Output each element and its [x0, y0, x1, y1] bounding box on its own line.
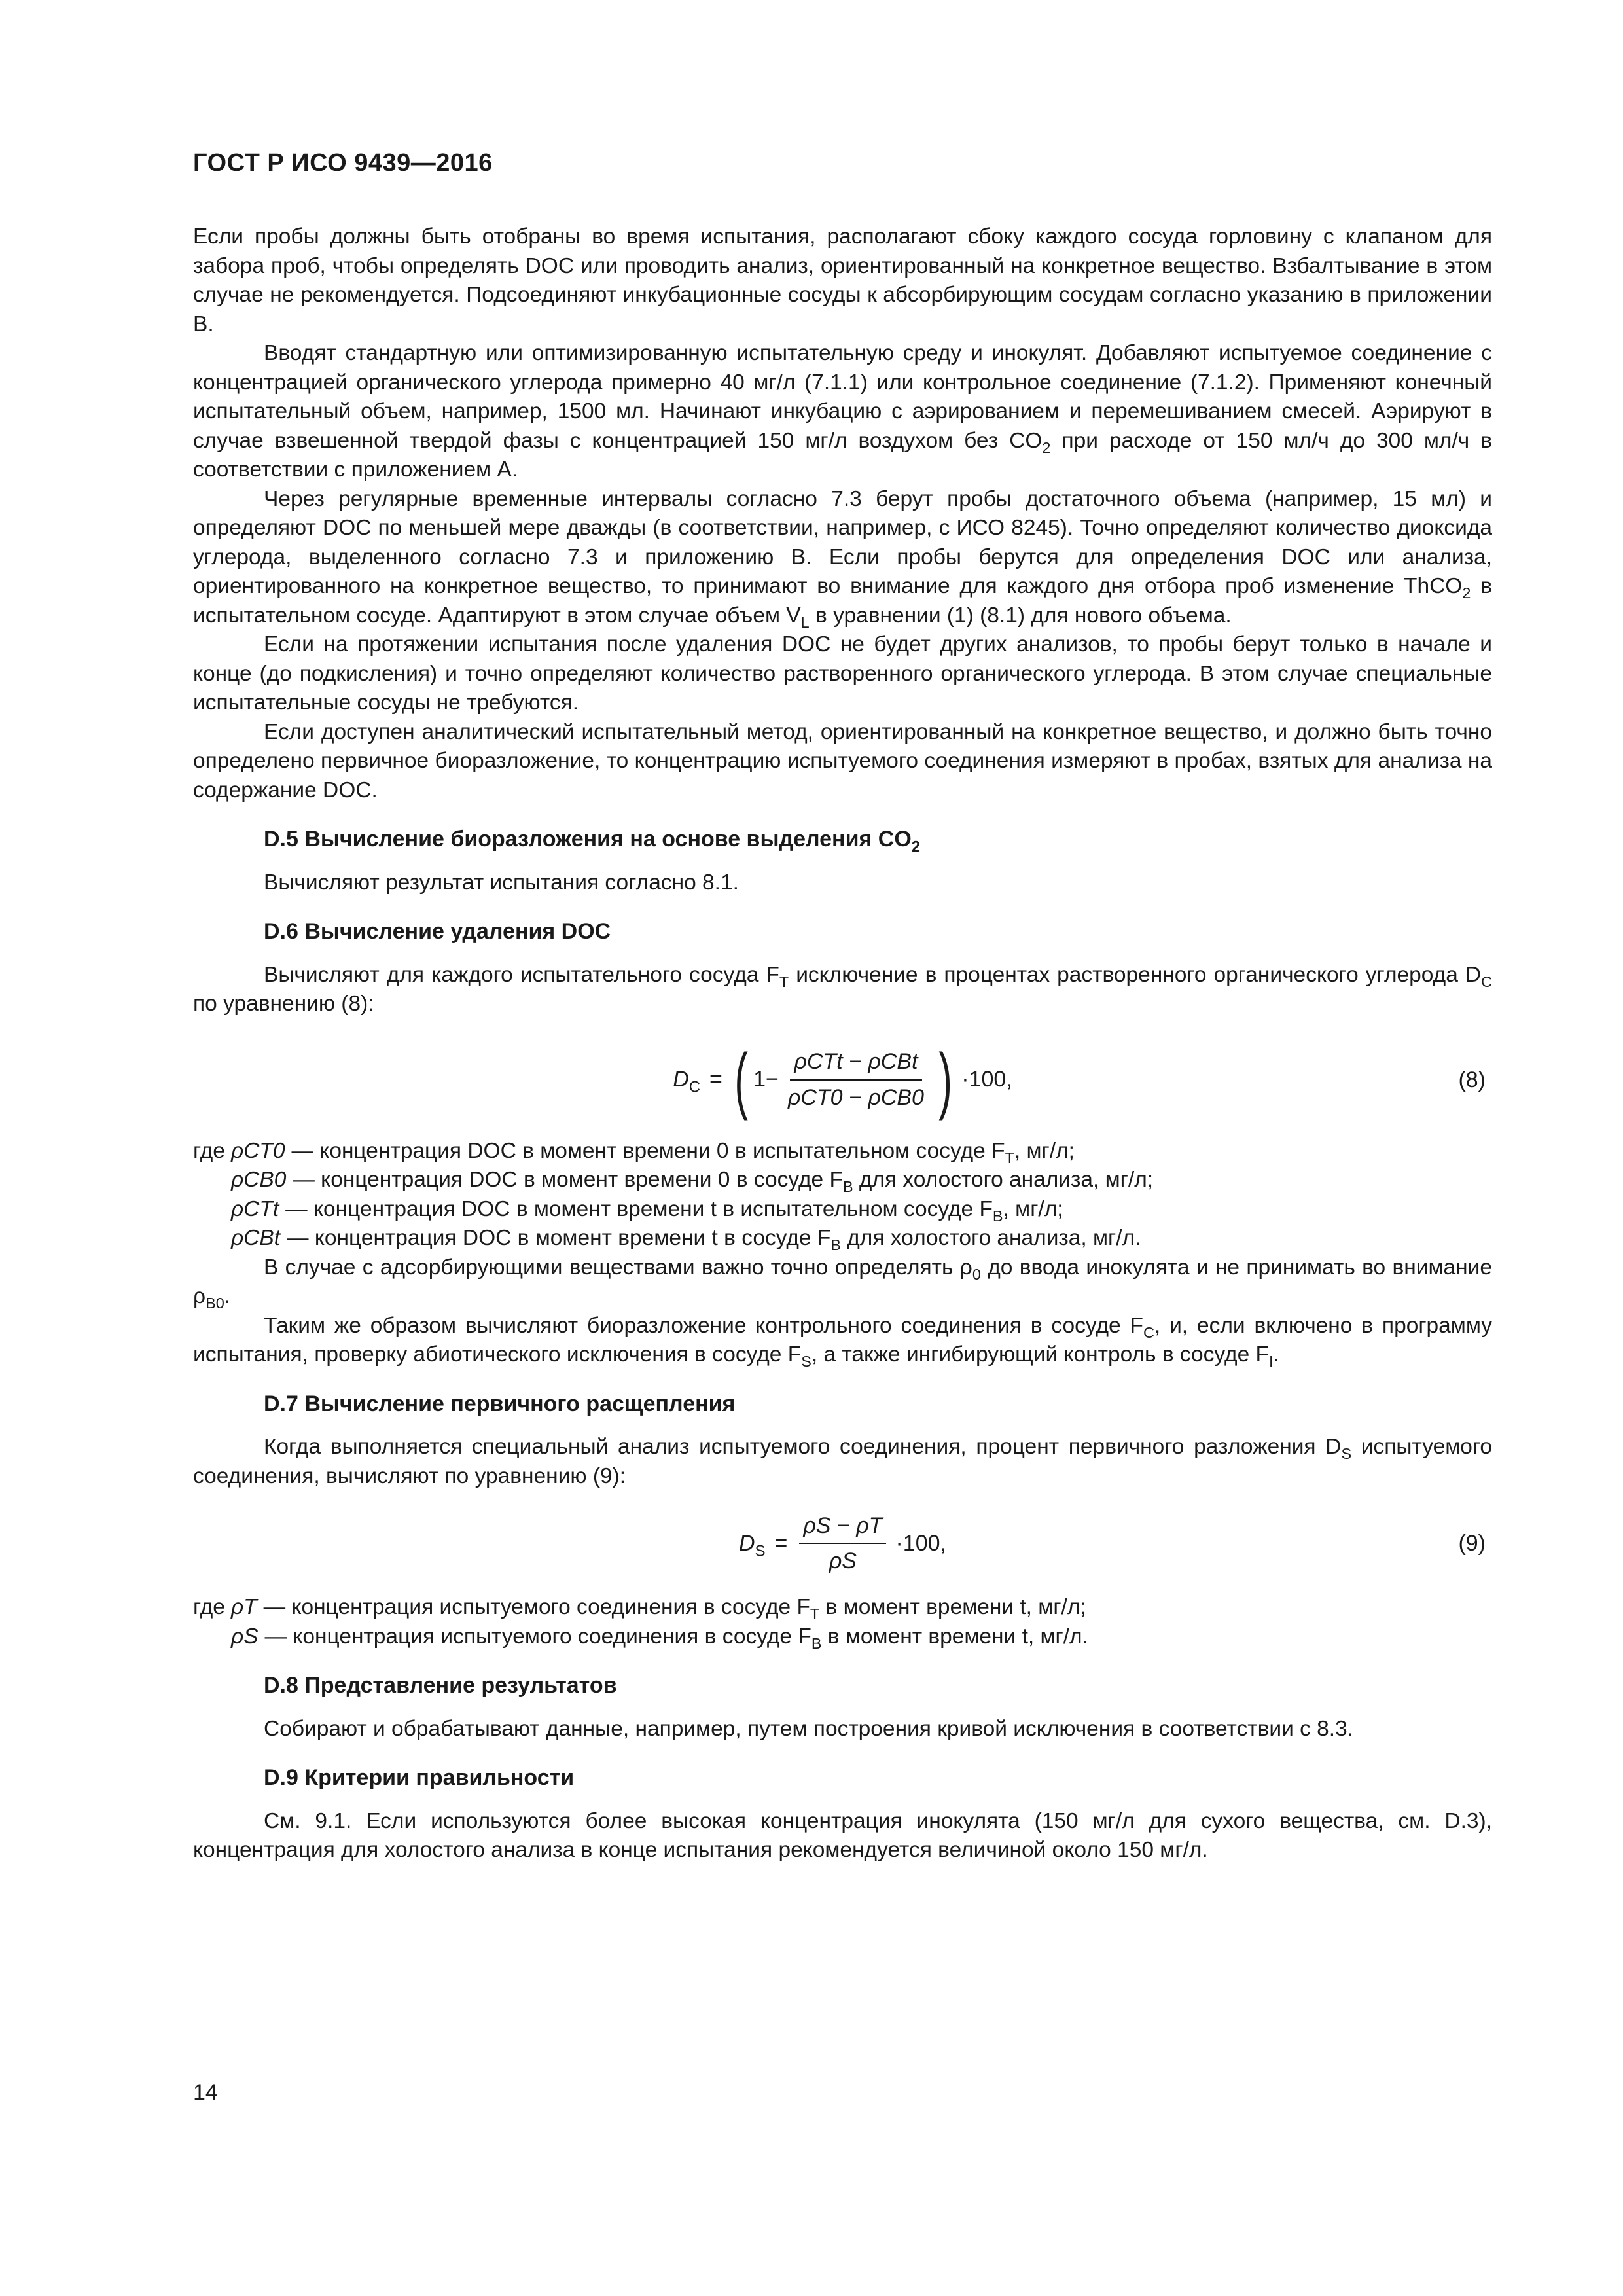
paragraph-specific-method: Если доступен аналитический испытательный метод, ориентированный на конкретное вещество, и должно быть точно определено первичное биоразложение, то концентрацию испытуемого соединения измеряют в пробах, взятых для анализа на содержание DOC.: [193, 719, 1492, 802]
definition-text: — концентрация DOC в момент времени t в испытательном сосуде $F_B$, мг/л;: [285, 1196, 1063, 1225]
equation-8-definitions: [193, 1137, 1492, 1253]
paragraph-test-medium: Вводят стандартную или оптимизированную испытательную среду и инокулят. Добавляют испытуемое соединение с концентрацией органического углерода примерно 40 мг/л (7.1.1) или контрольное соединение (7.1.2). Применяют конечный испытательный объем, например, 1500 мл. Начинают инкубацию с аэрированием и перемешиванием смесей. Аэрируют в случае взвешенной твердой фазы с концентрацией 150 мг/л воздухом без $CO_2$ при расходе от 150 мл/ч до 300 мл/ч в соответствии с приложением А.: [193, 341, 1493, 482]
section-heading-d9: D.9 Критерии правильности: [264, 1765, 575, 1790]
where-label: где: [193, 1595, 225, 1619]
equation-9-multiplier: ·100,: [895, 1530, 946, 1556]
equation-9-fraction: [799, 1511, 886, 1576]
definition-row: [193, 1224, 1492, 1253]
definition-symbol: ρS: [231, 1624, 259, 1649]
definition-text: — концентрация DOC в момент времени t в сосуде $F_B$ для холостого анализа, мг/л.: [287, 1226, 1141, 1254]
definition-symbol: ρCBt: [231, 1226, 281, 1250]
equation-9-body: [193, 1501, 1492, 1585]
definition-row: [193, 1623, 1492, 1652]
equation-8-body: [193, 1031, 1492, 1129]
definition-text: — концентрация испытуемого соединения в сосуде $F_B$ в момент времени t, мг/л.: [264, 1624, 1088, 1652]
paragraph-d6-intro: Вычисляют для каждого испытательного сосуда $F_T$ исключение в процентах растворенного органического углерода $D_C$ по уравнению (8):: [193, 962, 1492, 1016]
one-minus: 1−: [753, 1067, 779, 1092]
page-number: 14: [193, 2080, 218, 2105]
equation-8-fraction: [784, 1047, 928, 1112]
document-header: ГОСТ Р ИСО 9439—2016: [193, 149, 493, 177]
definition-text: — концентрация испытуемого соединения в сосуде $F_T$ в момент времени t, мг/л;: [263, 1595, 1086, 1623]
paragraph-d7-intro: Когда выполняется специальный анализ испытуемого соединения, процент первичного разложения $D_S$ испытуемого соединения, вычисляют по уравнению (9):: [193, 1435, 1493, 1488]
definition-text: — концентрация DOC в момент времени 0 в испытательном сосуде $F_T$, мг/л;: [291, 1138, 1075, 1166]
equation-8-multiplier: ·100,: [961, 1067, 1012, 1092]
definition-symbol: ρCB0: [231, 1168, 287, 1192]
definition-row: [193, 1195, 1492, 1225]
definition-row: [193, 1137, 1492, 1166]
definition-text: — концентрация DOC в момент времени 0 в сосуде $F_B$ для холостого анализа, мг/л;: [293, 1168, 1154, 1196]
equals-sign: =: [709, 1067, 722, 1092]
where-label: где: [193, 1138, 225, 1163]
section-heading-d6: D.6 Вычисление удаления DOC: [264, 919, 611, 944]
definition-row: [193, 1166, 1492, 1195]
equation-9: [193, 1501, 1492, 1585]
paragraph-sampling-intervals: Через регулярные временные интервалы согласно 7.3 берут пробы достаточного объема (например, 15 мл) и определяют DOC по меньшей мере дважды (в соответствии, например, с ИСО 8245). Точно определяют количество диоксида углерода, выделенного согласно 7.3 и приложению В. Если пробы берутся для определения DOC или анализа, ориентированного на конкретное вещество, то принимают во внимание для каждого дня отбора проб изменение ThCO$_2$ в испытательном сосуде. Адаптируют в этом случае объем $V_L$ в уравнении (1) (8.1) для нового объема.: [193, 486, 1492, 631]
equation-8-lhs: $D_C$: [673, 1067, 700, 1096]
equation-9-definitions: [193, 1593, 1492, 1651]
definition-symbol: ρCT0: [231, 1138, 285, 1163]
equation-8: [193, 1031, 1492, 1129]
section-heading-d5: D.5 Вычисление биоразложения на основе выделения $CO_2$: [264, 827, 921, 856]
equation-8-numerator: ρCTt − ρCBt: [790, 1047, 921, 1081]
right-paren: ): [938, 1038, 952, 1121]
left-paren: (: [734, 1038, 748, 1121]
paragraph-sampling: Если пробы должны быть отобраны во время испытания, располагают сбоку каждого сосуда горловину с клапаном для забора проб, чтобы определять DOC или проводить анализ, ориентированный на конкретное вещество. Взбалтывание в этом случае не рекомендуется. Подсоединяют инкубационные сосуды к абсорбирующим сосудам согласно указанию в приложении В.: [193, 224, 1492, 336]
section-heading-d8: D.8 Представление результатов: [264, 1673, 617, 1698]
equation-9-denominator: ρS: [829, 1549, 857, 1573]
section-heading-d7: D.7 Вычисление первичного расщепления: [264, 1391, 736, 1416]
definition-symbol: ρCTt: [231, 1196, 279, 1221]
paragraph-no-other-analyses: Если на протяжении испытания после удаления DOC не будет других анализов, то пробы берут только в начале и конце (до подкисления) и точно определяют количество растворенного органического углерода. В этом случае специальные испытательные сосуды не требуются.: [193, 632, 1492, 715]
equation-9-lhs: $D_S$: [739, 1530, 766, 1560]
equation-9-numerator: ρS − ρT: [799, 1511, 886, 1545]
equation-8-denominator: ρCT0 − ρCB0: [787, 1085, 924, 1110]
definition-symbol: ρT: [231, 1595, 257, 1619]
equals-sign: =: [774, 1530, 788, 1556]
equation-9-number: (9): [1458, 1530, 1486, 1556]
equation-8-number: (8): [1458, 1067, 1486, 1092]
paragraph-d9: См. 9.1. Если используются более высокая концентрация инокулята (150 мг/л для сухого вещества, см. D.3), концентрация для холостого анализа в конце испытания рекомендуется величиной около 150 мг/л.: [193, 1808, 1492, 1862]
paragraph-d6-adsorbing: В случае с адсорбирующими веществами важно точно определять $\rho_0$ до ввода инокулята и не принимать во внимание $\rho_{B0}$.: [193, 1255, 1492, 1312]
paragraph-d6-control: Таким же образом вычисляют биоразложение контрольного соединения в сосуде $F_C$, и, если включено в программу испытания, проверку абиотического исключения в сосуде $F_S$, а также ингибирующий контроль в сосуде $F_I$.: [193, 1313, 1492, 1371]
paragraph-d8: Собирают и обрабатывают данные, например, путем построения кривой исключения в соответствии с 8.3.: [264, 1716, 1354, 1741]
paragraph-d5: Вычисляют результат испытания согласно 8.1.: [264, 870, 739, 895]
definition-row: [193, 1593, 1492, 1623]
document-body: [193, 223, 1492, 1865]
